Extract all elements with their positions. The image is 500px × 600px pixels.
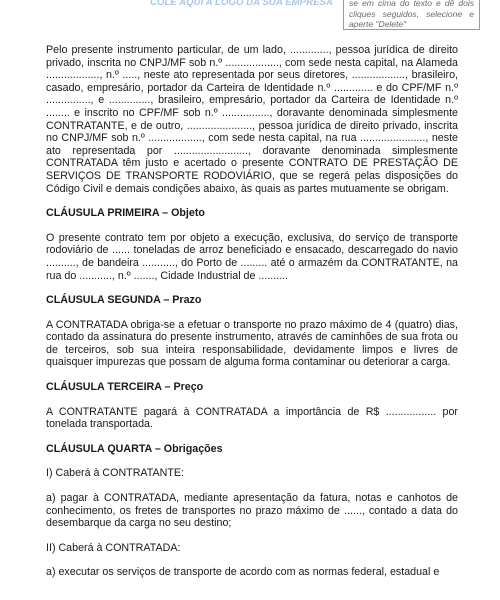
clause-1-heading: CLÁUSULA PRIMEIRA – Objeto	[46, 207, 205, 220]
clause-1-text: O presente contrato tem por objeto a execução, exclusiva, do serviço de transporte rodoviário de ...... toneladas de arroz beneficiado e ensacado, descarregado do navio .........., de bandeira ..........., do Porto de ......... até o armazém da CONTRATANTE, na rua do ..........., n.º ......., Cidade Industrial de ..........	[46, 231, 458, 282]
clause-4-item-2: II) Caberá à CONTRATADA:	[46, 541, 181, 554]
clause-4-item-1: I) Caberá à CONTRATANTE:	[46, 467, 184, 480]
clause-4-item-1a: a) pagar à CONTRATADA, mediante apresentação da fatura, notas e canhotos de conhecimento, os fretes de transportes no prazo máximo de ......, contado a data do desembarque da carga no seu destino;	[46, 492, 458, 530]
clause-2-text: A CONTRATADA obriga-se a efetuar o transporte no prazo máximo de 4 (quatro) dias, contado da assinatura do presente instrumento, através de caminhões de sua frota ou de terceiros, sob sua inteira responsabilidade, devidamente limpos e livres de quaisquer impurezas que possam de alguma forma contaminar ou deteriorar a carga.	[46, 318, 458, 369]
clause-4-item-2a: a) executar os serviços de transporte de acordo com as normas federal, estadual e	[46, 566, 440, 579]
contract-document	[46, 44, 458, 579]
logo-placeholder: COLE AQUI A LOGO DA SUA EMPRESA	[150, 0, 333, 8]
clause-4-heading: CLÁUSULA QUARTA – Obrigações	[46, 442, 223, 455]
clause-2-heading: CLÁUSULA SEGUNDA – Prazo	[46, 294, 202, 307]
clause-3-text: A CONTRATANTE pagará à CONTRATADA a importância de R$ ................. por tonelada transportada.	[46, 405, 458, 431]
instruction-box: se em cima do texto e dê dois cliques seguidos, selecione e aperte "Delete"	[343, 0, 480, 30]
contract-intro-paragraph: Pelo presente instrumento particular, de um lado, ............., pessoa jurídica de direito privado, inscrita no CNPJ/MF sob n.º .................., com sede nesta capital, na Alameda .................., n.º ....., neste ato representada por seus diretores, .................., brasileiro, casado, empresário, portador da Carteira de Identidade n.º ............. e do CPF/MF n.º ..............., e .............., brasileiro, empresário, portador da Carteira de Identidade n.º ........ e inscrito no CPF/MF sob n.º ................, doravante denominada simplesmente CONTRATANTE, e de outro, ......................, pessoa jurídica de direito privado, inscrita no CNPJ/MF sob n.º .................., com sede nesta capital, na rua ......................, neste ato representada por ........................., doravante denominada simplesmente CONTRATADA têm justo e acertado o presente CONTRATO DE PRESTAÇÃO DE SERVIÇOS DE TRANSPORTE RODOVIÁRIO, que se regerá pelas disposições do Código Civil e demais condições abaixo, às quais as partes mutuamente se obrigam.	[46, 44, 458, 195]
clause-3-heading: CLÁUSULA TERCEIRA – Preço	[46, 381, 204, 394]
